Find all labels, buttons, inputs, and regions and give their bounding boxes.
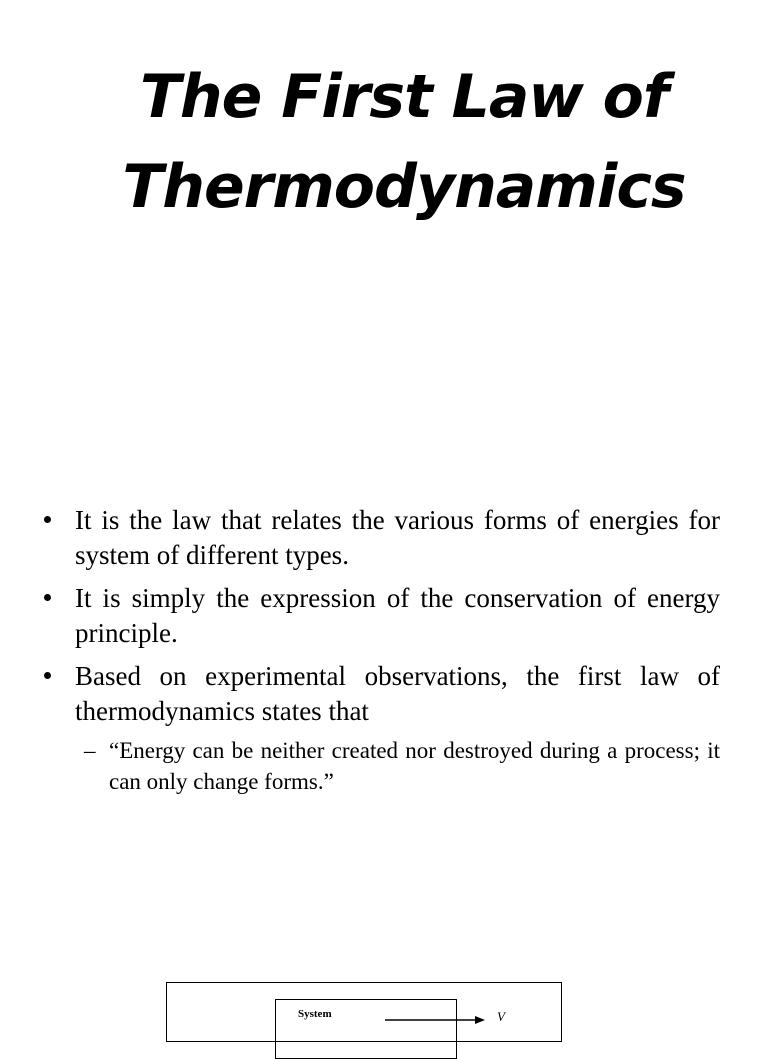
slide-title — [40, 52, 768, 232]
title-line-2: Thermodynamics — [122, 152, 686, 222]
quote-text: “Energy can be neither created nor destroyed during a process; it can only change forms.” — [109, 738, 720, 794]
bullet-list — [44, 503, 720, 805]
bullet-text: It is simply the expression of the conservation of energy principle. — [75, 583, 720, 648]
bullet-item — [44, 659, 720, 797]
title-line-1: The First Law of — [139, 62, 668, 132]
bullet-item — [44, 503, 720, 573]
sub-bullet-list — [75, 735, 720, 797]
bullet-text: It is the law that relates the various forms of energies for system of different types. — [75, 505, 720, 570]
system-label: System — [298, 1008, 332, 1020]
dash-marker: – — [84, 738, 96, 763]
velocity-label: V⃗ — [497, 1009, 516, 1024]
sub-bullet-item — [75, 735, 720, 797]
system-box — [275, 999, 457, 1059]
system-diagram — [166, 982, 562, 1042]
bullet-text: Based on experimental observations, the first law of thermodynamics states that — [75, 661, 720, 726]
bullet-item — [44, 581, 720, 651]
